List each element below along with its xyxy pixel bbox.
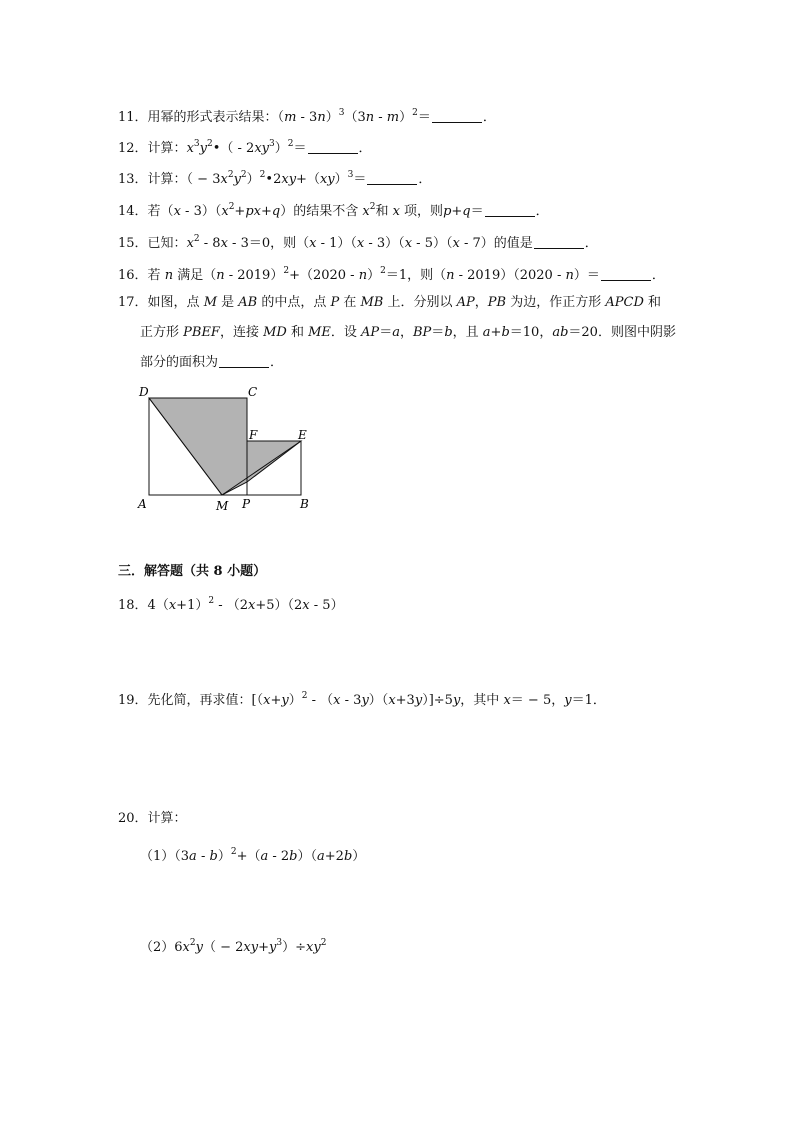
question-11: 11．用幂的形式表示结果：（m - 3n）$^3$（3n - m）$^2$＝ ．: [118, 108, 496, 125]
question-13: 13．计算：（ − $3x^2y^2)^2•2xy+(xy)^3=$ ．: [118, 170, 432, 187]
question-15: 15．已知：$x^2 - 8x - 3=0$，则（x - 1）（x - 3）（x - 5）（x - 7）的值是 ．: [118, 234, 598, 251]
question-20-part-1: （1）（3a - b）$^2$+（a - 2b）（a+2b）: [140, 847, 366, 864]
label-a: A: [138, 497, 147, 511]
question-12: 12．计算：$x^3y^2•( - 2xy^3)^2=$ ．: [118, 139, 372, 156]
question-20: 20．计算：: [118, 811, 187, 826]
shaded-region-upper: [149, 398, 247, 495]
geometry-figure: [130, 380, 330, 520]
question-20-part-2: $(2)6x^2y( - 2xy+y^3)\div xy^2$: [140, 938, 327, 955]
label-m: M: [216, 499, 229, 513]
question-17-line-1: 17．如图，点 M 是 AB 的中点，点 P 在 MB 上．分别以 AP，PB 为边，作正方形 APCD 和: [118, 295, 662, 310]
answer-blank[interactable]: [485, 204, 535, 217]
answer-blank[interactable]: [219, 355, 269, 368]
label-f: F: [249, 428, 258, 442]
question-19: 19．先化简，再求值：$[(x+y)^2 - (x - 3y)(x+3y)]\div 5y$，其中 x＝ − 5，y＝1．: [118, 691, 606, 708]
shaded-region-lower: [247, 441, 301, 482]
answer-blank[interactable]: [432, 110, 482, 123]
label-p: P: [242, 497, 251, 511]
answer-blank[interactable]: [534, 236, 584, 249]
section-heading: 三．解答题（共 8 小题）: [118, 564, 267, 579]
label-c: C: [248, 385, 258, 399]
label-b: B: [300, 497, 309, 511]
question-17-line-3: 部分的面积为 ．: [140, 355, 284, 370]
question-18: 18．$4(x+1)^2 - (2x+5)(2x - 5)$: [118, 596, 344, 613]
question-17-line-2: 正方形 PBEF，连接 MD 和 ME．设 AP＝a，BP＝b，且 a+b＝10，ab＝20．则图中阴影: [140, 325, 676, 340]
answer-blank[interactable]: [308, 141, 358, 154]
question-16: 16．若 n 满足（n - 2019）$^2$+（2020 - n）$^2$＝1，则（n - 2019）（2020 - n）＝ ．: [118, 266, 665, 283]
answer-blank[interactable]: [601, 268, 651, 281]
question-14: 14．若$(x - 3)(x^2+px+q)$的结果不含 $x^2$和 x 项，则p+q＝ ．: [118, 202, 549, 219]
label-e: E: [298, 428, 307, 442]
label-d: D: [139, 385, 149, 399]
answer-blank[interactable]: [367, 172, 417, 185]
